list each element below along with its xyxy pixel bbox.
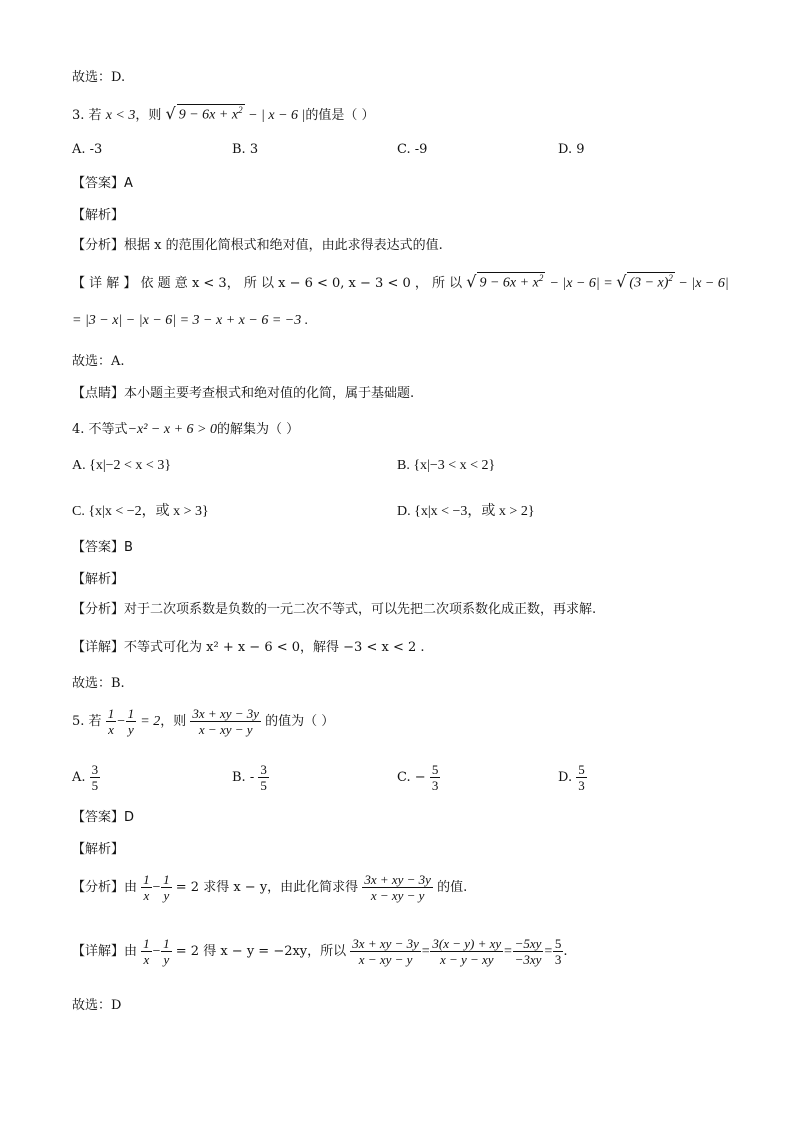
answer-value: D [124,810,135,825]
fenxi-text: 由 [124,880,138,895]
fenxi-tag: 【分析】 [72,880,125,895]
analysis-tag: 【解析】 [72,572,125,587]
radicand: $9 - 6x + x^2$ [479,273,544,291]
math-expr: − |x − 6| [674,276,729,291]
question-5-stem: 5. 若 $\frac{1}{x}$ − $\frac{1}{y}$ = 2，则 $\frac{3x + xy - 3y}{x - xy - y}$ 的值为（ ） [72,706,335,737]
stem-text: 的值是（ ） [305,108,375,123]
fraction: $\frac{1}{y}$ [163,872,170,903]
stem-text: ，则 [160,714,187,729]
detail-cont: = |3 − x| − |x − 6| = 3 − x + x − 6 = −3 . [72,313,309,328]
fenxi-text: = 2 求得 x − y，由此化简求得 [175,880,359,895]
fraction: $\frac{3x + xy - 3y}{x - xy - y}$ [192,706,260,737]
fenxi-tag: 【分析】 [72,238,125,253]
fenxi-text: 对于二次项系数是负数的一元二次不等式，可以先把二次项系数化成正数，再求解. [124,602,597,617]
answer-tag: 【答案】 [72,540,125,555]
radicand: $(3 - x)^2$ [629,273,673,291]
detail-line [72,636,425,655]
answer-line [72,172,133,191]
stem-text: 的值为（ ） [265,714,335,729]
fraction: $\frac{1}{x}$ [143,936,150,967]
stem-text: 的解集为（ ） [216,422,300,437]
fenxi-line: 【分析】由 $\frac{1}{x}$ − $\frac{1}{y}$ = 2 求得 x − y，由此化简求得 $\frac{3x + xy - 3y}{x - xy - y}$ 的值. [72,872,468,903]
fraction: $\frac{1}{x}$ [143,872,150,903]
question-number: 4. [72,422,85,437]
option-c: C. − $\frac{5}{3}$ [397,762,439,793]
choose-line: 故选：B. [72,676,125,691]
option-a: A. $\frac{3}{5}$ [72,762,99,793]
answer-tag: 【答案】 [72,810,125,825]
detail-text: = 2 得 x − y = −2xy，所以 [175,944,347,959]
detail-text: 由 [124,944,138,959]
fenxi-line [72,234,443,253]
fenxi-tag: 【分析】 [72,602,125,617]
answer-tag: 【答案】 [72,176,125,191]
question-number: 5. [72,714,85,729]
option-b: B. 3 [232,142,259,157]
option-c: C. -9 [397,142,428,157]
stem-text: 若 [88,714,102,729]
detail-line: 【详解】由 $\frac{1}{x}$ − $\frac{1}{y}$ = 2 得 x − y = −2xy，所以 $\frac{3x + xy - 3y}{x - xy - y}$ = $\frac{3(x - y) + xy}{x - y - xy}$ = $\frac{-5xy}{-3xy}$ = $\frac{5}{3}$ . [72,936,568,967]
analysis-tag: 【解析】 [72,842,125,857]
math-expr: = 2 [140,714,161,729]
dianjing-tag: 【点睛】 [72,386,125,401]
stem-text: 若 [88,108,102,123]
fraction: $\frac{-5xy}{-3xy}$ [514,936,542,967]
question-number: 3. [72,108,85,123]
fraction: $\frac{3x + xy - 3y}{x - xy - y}$ [352,936,419,967]
answer-line [72,806,134,825]
detail-line [72,272,729,292]
fraction: $\frac{3x + xy - 3y}{x - xy - y}$ [364,872,431,903]
math-abs: − | x − 6 | [244,108,306,123]
option-b: B. {x|−3 < x < 2} [397,458,496,473]
choose-line: 故选：D [72,998,122,1013]
choose-line: 故选：A. [72,354,125,369]
radicand: $9 - 6x + x^2$ [178,105,243,123]
detail-text: 不等式可化为 x² + x − 6 < 0，解得 −3 < x < 2 . [124,640,425,655]
math-inequality: −x² − x + 6 > 0 [127,422,217,437]
detail-text: 依 题 意 x < 3， 所 以 x − 6 < 0, x − 3 < 0 ， 所 以 [140,276,463,291]
fraction: $\frac{5}{3}$ [554,936,562,967]
option-d: D. {x|x < −3，或 x > 2} [397,504,535,519]
dianjing-text: 本小题主要考查根式和绝对值的化简，属于基础题. [124,386,415,401]
option-c: C. {x|x < −2，或 x > 3} [72,504,209,519]
math-expr: − |x − 6| = [549,276,617,291]
analysis-tag: 【解析】 [72,208,125,223]
option-d: D. 9 [558,142,585,157]
option-a: A. {x|−2 < x < 3} [72,458,172,473]
sqrt-icon: √ [165,104,176,123]
sqrt-icon: √ [466,272,477,291]
question-4-stem [72,418,299,438]
detail-tag: 【 详 解 】 [72,276,137,291]
option-d: D. $\frac{5}{3}$ [558,762,585,793]
option-a: A. -3 [72,142,103,157]
fraction: $\frac{1}{x}$ [107,706,115,737]
stem-text: ，则 [135,108,162,123]
detail-tag: 【详解】 [72,944,125,959]
stem-text: 不等式 [88,422,128,437]
fenxi-text: 根据 x 的范围化简根式和绝对值，由此求得表达式的值. [124,238,443,253]
fraction: $\frac{1}{y}$ [127,706,135,737]
answer-value: A [124,176,133,191]
fenxi-line [72,598,596,617]
detail-tag: 【详解】 [72,640,125,655]
fenxi-text: 的值. [437,880,468,895]
fraction: $\frac{1}{y}$ [163,936,170,967]
math-condition: x < 3 [105,108,136,123]
option-b: B. - $\frac{3}{5}$ [232,762,267,793]
fraction: $\frac{3(x - y) + xy}{x - y - xy}$ [432,936,502,967]
dianjing-line [72,382,414,401]
answer-value: B [124,540,133,555]
question-3-stem [72,104,375,124]
sqrt-icon: √ [616,272,627,291]
answer-line [72,536,133,555]
choose-line: 故选：D. [72,70,126,85]
